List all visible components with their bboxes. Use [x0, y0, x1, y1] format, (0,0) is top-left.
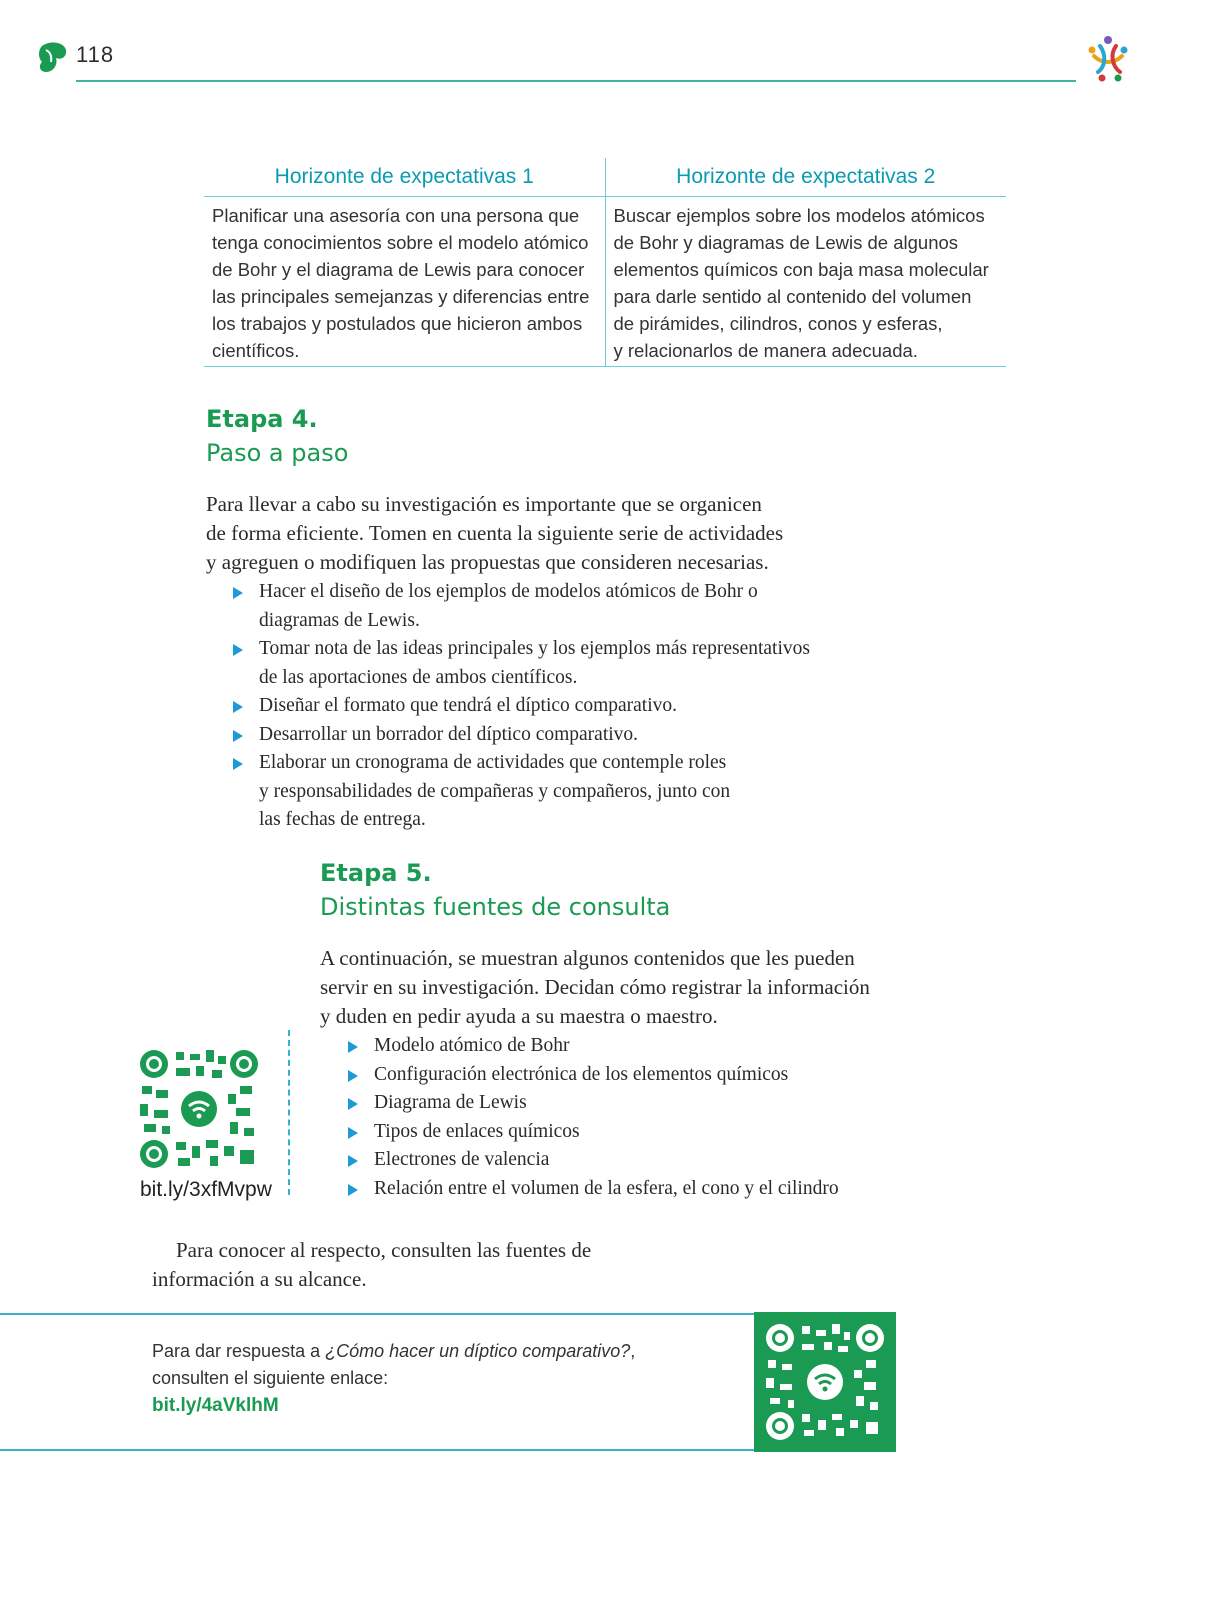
- etapa5-number: Etapa 5.: [320, 859, 432, 887]
- list-item-line: Tomar nota de las ideas principales y los ejemplos más representativos: [259, 638, 810, 659]
- cell-line: los trabajos y postulados que hicieron ambos: [212, 313, 583, 334]
- cell-line: para darle sentido al contenido del volumen: [613, 286, 972, 307]
- footer-rule-bottom: [0, 1449, 756, 1451]
- list-item-line: Desarrollar un borrador del díptico comparativo.: [259, 723, 639, 745]
- list-item: Configuración electrónica de los elementos químicos: [348, 1061, 839, 1090]
- table-cell-2: [605, 197, 1006, 367]
- intro-line: y agreguen o modifiquen las propuestas que consideren necesarias.: [206, 550, 769, 574]
- etapa4-number: Etapa 4.: [206, 405, 318, 433]
- closing-paragraph: [152, 1236, 591, 1294]
- list-item-line: Elaborar un cronograma de actividades que contemple roles: [259, 752, 727, 773]
- etapa4-title: Paso a paso: [206, 439, 349, 467]
- list-item: [233, 692, 810, 721]
- cell-line: las principales semejanzas y diferencias entre: [212, 286, 590, 307]
- list-item-line: y responsabilidades de compañeras y compañeros, junto con: [259, 780, 731, 802]
- intro-line: y duden en pedir ayuda a su maestra o maestro.: [320, 1004, 718, 1028]
- footer-link[interactable]: bit.ly/4aVklhM: [152, 1395, 279, 1416]
- cell-line: elementos químicos con baja masa molecular: [613, 259, 989, 280]
- list-item: Tipos de enlaces químicos: [348, 1118, 839, 1147]
- intro-line: A continuación, se muestran algunos contenidos que les pueden: [320, 946, 855, 970]
- footer-line-2: consulten el siguiente enlace:: [152, 1368, 389, 1388]
- footer-line-1-suffix: ,: [630, 1341, 636, 1361]
- footer-qr-code-icon[interactable]: [766, 1324, 884, 1440]
- cell-line: Buscar ejemplos sobre los modelos atómicos: [613, 205, 985, 226]
- figures-logo-icon: [1080, 32, 1136, 88]
- intro-line: Para llevar a cabo su investigación es importante que se organicen: [206, 492, 762, 516]
- etapa4-heading: [206, 402, 348, 470]
- qr-link-label[interactable]: bit.ly/3xfMvpw: [140, 1178, 272, 1201]
- footer-line-1-prefix: Para dar respuesta a: [152, 1341, 326, 1361]
- list-item-line: Hacer el diseño de los ejemplos de modelos atómicos de Bohr o: [259, 581, 758, 602]
- expectations-table: [204, 158, 1006, 367]
- cell-line: de pirámides, cilindros, conos y esferas,: [613, 313, 943, 334]
- etapa4-list: [233, 578, 810, 835]
- footer-text: [152, 1338, 635, 1419]
- footer-qr-box: [754, 1312, 896, 1452]
- footer-rule-top: [0, 1313, 756, 1315]
- qr-code-icon[interactable]: [140, 1050, 258, 1168]
- list-item-line: diagramas de Lewis.: [259, 609, 420, 631]
- list-item-line: de las aportaciones de ambos científicos.: [259, 666, 578, 688]
- list-item: [233, 721, 810, 750]
- list-item-line: Diseñar el formato que tendrá el díptico comparativo.: [259, 695, 678, 716]
- list-item: Relación entre el volumen de la esfera, el cono y el cilindro: [348, 1175, 839, 1204]
- list-item: [233, 578, 810, 635]
- cell-line: y relacionarlos de manera adecuada.: [613, 340, 918, 361]
- leaf-logo-icon: [36, 40, 68, 74]
- page-number: 118: [76, 42, 115, 67]
- etapa5-title: Distintas fuentes de consulta: [320, 893, 671, 921]
- cell-line: de Bohr y diagramas de Lewis de algunos: [613, 232, 959, 253]
- intro-line: servir en su investigación. Decidan cómo registrar la información: [320, 975, 870, 999]
- dashed-divider: [288, 1030, 290, 1195]
- closing-line: Para conocer al respecto, consulten las fuentes de: [176, 1238, 592, 1262]
- intro-line: de forma eficiente. Tomen en cuenta la siguiente serie de actividades: [206, 521, 784, 545]
- header-rule: [76, 80, 1076, 82]
- etapa5-heading: [320, 856, 670, 924]
- footer-line-1: [152, 1338, 635, 1365]
- table-cell-1: [204, 197, 605, 367]
- etapa5-list: [348, 1032, 839, 1203]
- etapa4-intro: [206, 490, 783, 577]
- list-item-line: las fechas de entrega.: [259, 809, 426, 830]
- list-item: Diagrama de Lewis: [348, 1089, 839, 1118]
- cell-line: Planificar una asesoría con una persona que: [212, 205, 580, 226]
- table-header-1: Horizonte de expectativas 1: [204, 158, 605, 197]
- cell-line: tenga conocimientos sobre el modelo atómico: [212, 232, 589, 253]
- cell-line: de Bohr y el diagrama de Lewis para conocer: [212, 259, 585, 280]
- list-item: [233, 635, 810, 692]
- list-item: Modelo atómico de Bohr: [348, 1032, 839, 1061]
- etapa5-intro: [320, 944, 870, 1031]
- closing-line: información a su alcance.: [152, 1267, 367, 1291]
- list-item: Electrones de valencia: [348, 1146, 839, 1175]
- footer-line-1-title: ¿Cómo hacer un díptico comparativo?: [325, 1341, 631, 1361]
- cell-line: científicos.: [212, 340, 300, 361]
- list-item: [233, 749, 810, 835]
- table-header-2: Horizonte de expectativas 2: [605, 158, 1006, 197]
